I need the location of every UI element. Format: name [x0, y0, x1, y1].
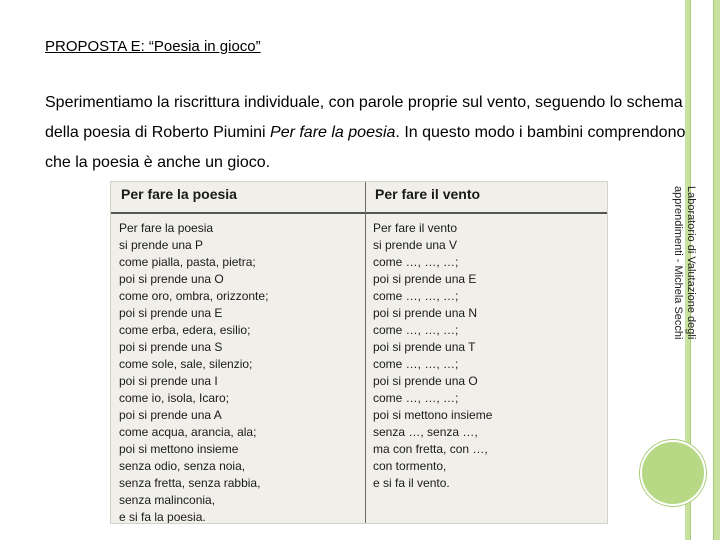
poem-line: si prende una V — [373, 238, 458, 252]
right-poem-lines — [373, 220, 492, 492]
poem-line: senza fretta, senza rabbia, — [119, 476, 261, 490]
poem-line: senza …, senza …, — [373, 425, 478, 439]
side-label-line1: Laboratorio di Valutazione degli — [685, 186, 697, 340]
slide-title: PROPOSTA E: “Poesia in gioco” — [45, 38, 261, 55]
poem-line: poi si prende una E — [373, 272, 477, 286]
poem-line: poi si prende una E — [119, 306, 223, 320]
decorative-green-circle — [640, 440, 706, 506]
left-poem-lines — [119, 220, 268, 524]
poem-line: come …, …, …; — [373, 289, 459, 303]
poem-line: come acqua, arancia, ala; — [119, 425, 257, 439]
right-poem-heading: Per fare il vento — [375, 186, 481, 202]
poem-line: come pialla, pasta, pietra; — [119, 255, 256, 269]
poem-line: poi si prende una N — [373, 306, 478, 320]
intro-text-end: . In questo modo i bambini comprendono che la poesia è anche un gioco. — [45, 124, 686, 171]
poem-line: poi si mettono insieme — [119, 442, 239, 456]
poem-line: come …, …, …; — [373, 323, 459, 337]
poem-header-row — [111, 182, 607, 214]
intro-text-start: Sperimentiamo la riscrittura individuale, con parole proprie sul vento, seguendo lo schema della poesia di Roberto Piumini — [45, 94, 683, 141]
poem-line: e si fa il vento. — [373, 476, 450, 490]
left-poem-heading: Per fare la poesia — [121, 186, 237, 202]
intro-poem-title: Per fare la poesia — [270, 124, 396, 141]
poem-line: come …, …, …; — [373, 357, 459, 371]
poem-line: come erba, edera, esilio; — [119, 323, 251, 337]
poem-line: senza malinconia, — [119, 493, 216, 507]
poem-line: e si fa la poesia. — [119, 510, 206, 524]
side-footer-label — [661, 186, 697, 376]
side-label-line2: apprendimenti - Michela Secchi — [672, 186, 684, 340]
poem-line: poi si prende una T — [373, 340, 476, 354]
poem-line: come …, …, …; — [373, 255, 459, 269]
poem-line: poi si prende una O — [373, 374, 478, 388]
poem-line: come sole, sale, silenzio; — [119, 357, 253, 371]
poem-line: come …, …, …; — [373, 391, 459, 405]
poem-line: ma con fretta, con …, — [373, 442, 488, 456]
poem-line: poi si prende una S — [119, 340, 223, 354]
poem-line: Per fare la poesia — [119, 221, 214, 235]
poem-line: con tormento, — [373, 459, 447, 473]
intro-paragraph — [45, 88, 695, 178]
poem-line: poi si prende una O — [119, 272, 224, 286]
column-divider — [365, 182, 366, 523]
poem-line: poi si mettono insieme — [373, 408, 493, 422]
poem-comparison-image — [110, 181, 608, 524]
poem-line: come oro, ombra, orizzonte; — [119, 289, 269, 303]
poem-line: senza odio, senza noia, — [119, 459, 246, 473]
poem-line: come io, isola, Icaro; — [119, 391, 230, 405]
poem-line: si prende una P — [119, 238, 204, 252]
poem-line: poi si prende una I — [119, 374, 218, 388]
poem-line: Per fare il vento — [373, 221, 458, 235]
poem-line: poi si prende una A — [119, 408, 222, 422]
